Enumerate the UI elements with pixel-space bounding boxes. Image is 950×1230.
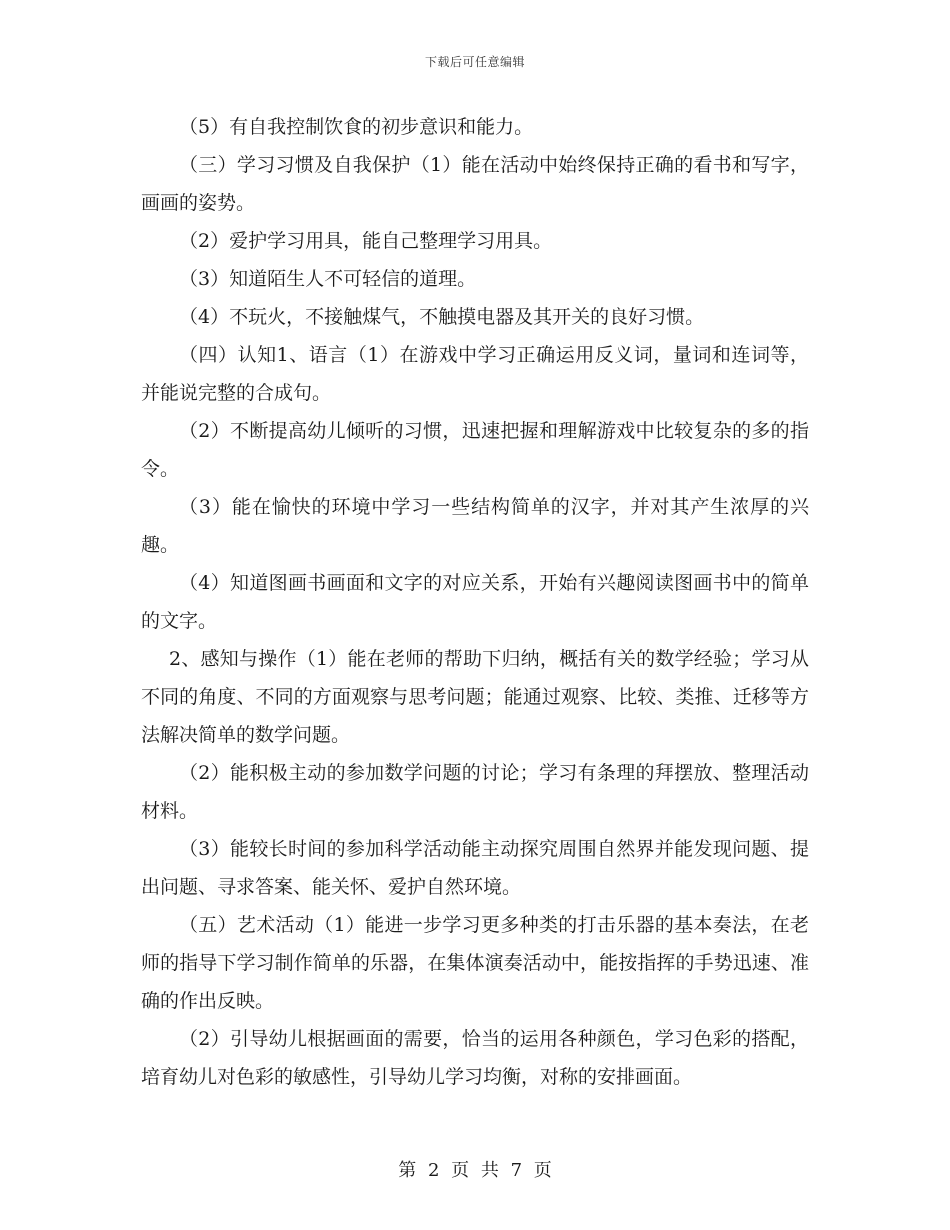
- paragraph-7: （2）不断提高幼儿倾听的习惯，迅速把握和理解游戏中比较复杂的多的指令。: [141, 420, 809, 480]
- paragraph-10: 2、感知与操作（1）能在老师的帮助下归纳，概括有关的数学经验；学习从不同的角度、不同的方面观察与思考问题；能通过观察、比较、类推、迁移等方法解决简单的数学问题。: [141, 648, 809, 746]
- paragraph-13: （五）艺术活动（1）能进一步学习更多种类的打击乐器的基本奏法，在老师的指导下学习制作简单的乐器，在集体演奏活动中，能按指挥的手势迅速、准确的作出反映。: [141, 914, 809, 1012]
- paragraph-9: （4）知道图画书画面和文字的对应关系，开始有兴趣阅读图画书中的简单的文字。: [141, 572, 809, 632]
- paragraph-12: （3）能较长时间的参加科学活动能主动探究周围自然界并能发现问题、提出问题、寻求答案、能关怀、爱护自然环境。: [141, 838, 809, 898]
- paragraph-8: （3）能在愉快的环境中学习一些结构简单的汉字，并对其产生浓厚的兴趣。: [141, 496, 809, 556]
- page-header: 下载后可任意编辑: [424, 55, 525, 69]
- paragraph-14: （2）引导幼儿根据画面的需要，恰当的运用各种颜色，学习色彩的搭配，培育幼儿对色彩的敏感性，引导幼儿学习均衡，对称的安排画面。: [141, 1028, 809, 1088]
- document-body: [141, 108, 809, 1096]
- paragraph-1: （5）有自我控制饮食的初步意识和能力。: [179, 116, 534, 138]
- paragraph-4: （3）知道陌生人不可轻信的道理。: [179, 268, 477, 290]
- paragraph-6: （四）认知1、语言（1）在游戏中学习正确运用反义词，量词和连词等，并能说完整的合成句。: [141, 344, 809, 404]
- paragraph-5: （4）不玩火，不接触煤气，不触摸电器及其开关的良好习惯。: [179, 306, 705, 328]
- page-footer: 第 2 页 共 7 页: [398, 1160, 552, 1181]
- paragraph-11: （2）能积极主动的参加数学问题的讨论；学习有条理的拜摆放、整理活动材料。: [141, 762, 809, 822]
- paragraph-3: （2）爱护学习用具，能自己整理学习用具。: [179, 230, 553, 252]
- paragraph-2: （三）学习习惯及自我保护（1）能在活动中始终保持正确的看书和写字，画画的姿势。: [141, 154, 809, 214]
